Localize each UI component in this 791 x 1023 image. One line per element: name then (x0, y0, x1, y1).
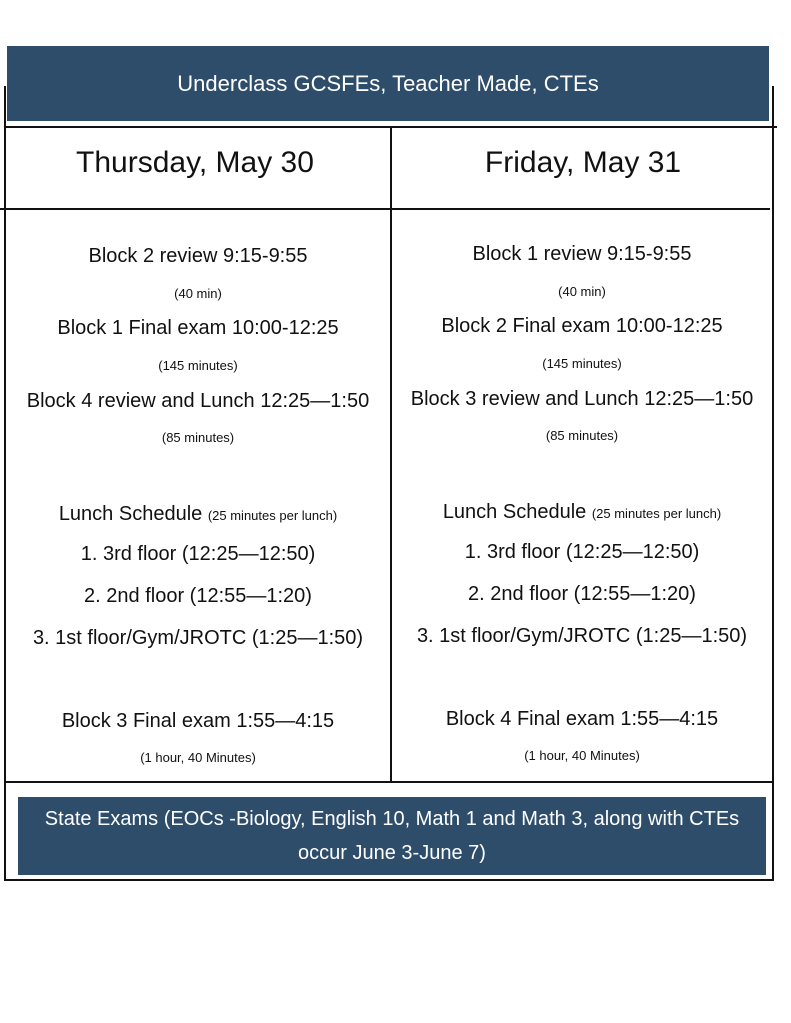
lunch-item: 3. 1st floor/Gym/JROTC (1:25—1:50) (32, 627, 364, 649)
frame-bottom (4, 879, 774, 881)
lunch-item: 2. 2nd floor (12:55—1:20) (84, 585, 312, 607)
schedule-note: (40 min) (558, 284, 606, 299)
final-exam-note: (1 hour, 40 Minutes) (140, 750, 256, 765)
body-bottom-line (4, 781, 774, 783)
lunch-heading-row (6, 503, 390, 526)
footer-banner (18, 797, 766, 875)
lunch-item: 3. 1st floor/Gym/JROTC (1:25—1:50) (416, 625, 748, 647)
lunch-heading: Lunch Schedule (58, 503, 203, 525)
final-exam-note: (1 hour, 40 Minutes) (524, 748, 640, 763)
day-title-friday: Friday, May 31 (484, 146, 682, 179)
lunch-heading-note: (25 minutes per lunch) (207, 508, 338, 523)
schedule-line: Block 3 review and Lunch 12:25—1:50 (410, 388, 754, 410)
column-divider (390, 126, 392, 783)
lunch-heading-row (392, 501, 772, 524)
schedule-note: (145 minutes) (158, 358, 238, 373)
lunch-item: 1. 3rd floor (12:25—12:50) (80, 543, 316, 565)
schedule-line: Block 2 review 9:15-9:55 (88, 245, 308, 267)
final-exam-line: Block 3 Final exam 1:55—4:15 (61, 710, 335, 732)
schedule-note: (85 minutes) (545, 428, 619, 443)
lunch-item: 1. 3rd floor (12:25—12:50) (464, 541, 700, 563)
header-row-bottom-line (0, 208, 770, 210)
day-title-thursday: Thursday, May 30 (76, 146, 314, 179)
lunch-heading-note: (25 minutes per lunch) (591, 506, 722, 521)
schedule-note: (145 minutes) (542, 356, 622, 371)
final-exam-line: Block 4 Final exam 1:55—4:15 (445, 708, 719, 730)
schedule-line: Block 1 review 9:15-9:55 (472, 243, 692, 265)
footer-text: State Exams (EOCs -Biology, English 10, Math 1 and Math 3, along with CTEs occur June 3-June 7) (44, 808, 740, 864)
lunch-heading: Lunch Schedule (442, 501, 587, 523)
schedule-note: (85 minutes) (161, 430, 235, 445)
schedule-line: Block 2 Final exam 10:00-12:25 (441, 315, 723, 337)
schedule-line: Block 4 review and Lunch 12:25—1:50 (26, 390, 370, 412)
schedule-note: (40 min) (174, 286, 222, 301)
frame-right (772, 86, 774, 881)
lunch-item: 2. 2nd floor (12:55—1:20) (468, 583, 696, 605)
schedule-line: Block 1 Final exam 10:00-12:25 (57, 317, 339, 339)
header-title: Underclass GCSFEs, Teacher Made, CTEs (177, 70, 599, 96)
header-banner (7, 46, 769, 121)
